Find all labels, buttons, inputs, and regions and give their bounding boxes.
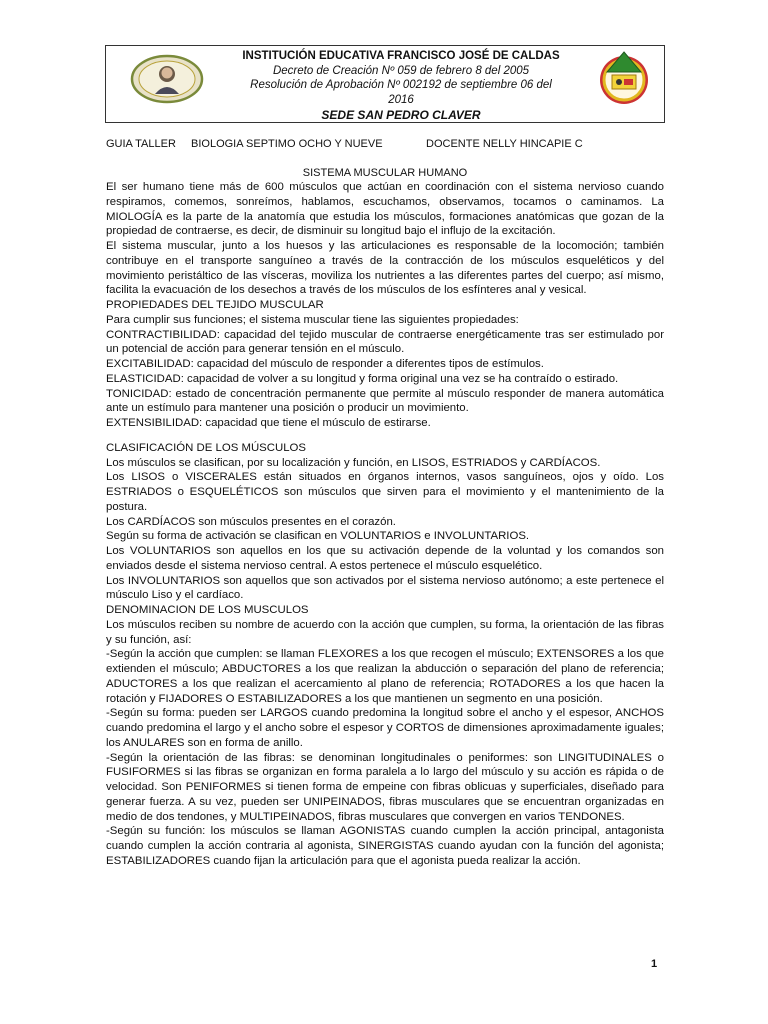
- section-heading: DENOMINACION DE LOS MUSCULOS: [106, 604, 309, 616]
- page-number: 1: [651, 958, 658, 970]
- paragraph: ELASTICIDAD: capacidad de volver a su longitud y forma original una vez se ha contraído o estirado.: [106, 372, 619, 385]
- campus-name: SEDE SAN PEDRO CLAVER: [321, 108, 481, 122]
- document-title: SISTEMA MUSCULAR HUMANO: [302, 167, 468, 179]
- header-text: [236, 49, 566, 123]
- school-shield-icon: [593, 50, 655, 106]
- paragraph: Los músculos reciben su nombre de acuerdo con la acción que cumplen, su forma, la orientación de las fibras y su función, así:: [106, 618, 664, 646]
- paragraph: -Según la acción que cumplen: se llaman FLEXORES a los que recogen el músculo; EXTENSORES a los que extienden el músculo; ABDUCTORES a los que realizan la abducción o separación del plano de referencia; ADUCTORES a los que realizan el acercamiento al plano de referencia; ROTADORES a los que hacen la rotación y FIJADORES O ESTABILIZADORES a los que mantienen un segmento en una posición.: [106, 648, 664, 705]
- guide-subject: BIOLOGIA SEPTIMO OCHO Y NUEVE: [191, 138, 383, 150]
- paragraph: CONTRACTIBILIDAD: capacidad del tejido muscular de contraerse energéticamente tras ser estimulado por un potencial de acción para generar tensión en el músculo.: [106, 328, 664, 356]
- paragraph: -Según su forma: pueden ser LARGOS cuando predomina la longitud sobre el ancho y el espesor, ANCHOS cuando predomina el largo y el ancho sobre el espesor y CORTOS de dimensiones aproximadamente iguales; los ANULARES son en forma de anillo.: [106, 707, 664, 749]
- paragraph: Para cumplir sus funciones; el sistema muscular tiene las siguientes propiedades:: [106, 313, 519, 326]
- guide-teacher: DOCENTE NELLY HINCAPIE C: [426, 138, 583, 150]
- body-text: [106, 180, 664, 869]
- creation-decree: Decreto de Creación Nº 059 de febrero 8 del 2005: [272, 64, 530, 77]
- spacer: [106, 431, 664, 441]
- paragraph: Los INVOLUNTARIOS son aquellos que son activados por el sistema nervioso autónomo; a este pertenece el músculo Liso y el cardíaco.: [106, 574, 664, 602]
- paragraph: Los CARDÍACOS son músculos presentes en el corazón.: [106, 515, 396, 528]
- paragraph: Los músculos se clasifican, por su localización y función, en LISOS, ESTRIADOS y CARDÍACOS.: [106, 456, 601, 469]
- paragraph: El ser humano tiene más de 600 músculos que actúan en coordinación con el sistema nervioso cuando respiramos, comemos, sonreímos, hablamos, escuchamos, observamos, tocamos o caminamos. La MIOLOGÍA es la parte de la anatomía que estudia los músculos, formaciones anatómicas que gozan de la propiedad de contraerse, es decir, de disminuir su longitud bajo el influjo de la excitación.: [106, 181, 664, 238]
- paragraph: Los VOLUNTARIOS son aquellos en los que su activación depende de la voluntad y los comandos son enviados desde el sistema nervioso central. A estos pertenece el músculo esquelético.: [106, 545, 664, 572]
- approval-resolution: Resolución de Aprobación Nº 002192 de septiembre 06 del 2016: [250, 79, 552, 106]
- section-heading: PROPIEDADES DEL TEJIDO MUSCULAR: [106, 299, 324, 311]
- paragraph: -Según su función: los músculos se llaman AGONISTAS cuando cumplen la acción principal, antagonista cuando cumplen la acción contraria al agonista, SINERGISTAS cuando ayudan con la función del agonista; ESTABILIZADORES cuando fijan la articulación para que el agonista pueda realizar la acción.: [106, 825, 664, 867]
- paragraph: -Según la orientación de las fibras: se denominan longitudinales o peniformes: son LINGITUDINALES o FUSIFORMES si las fibras se organizan en forma paralela a lo largo del músculo y su acción es rápida o de velocidad. Son PENIFORMES si tienen forma de empeine con fibras oblicuas y superficiales, diseñado para generar fuerza. A su vez, pueden ser UNIPEINADOS, fibras musculares que se encuentran organizadas en medio de dos tendones, y MULTIPEINADOS, fibras musculares que convergen en varios TENDONES.: [106, 751, 664, 823]
- paragraph: Los LISOS o VISCERALES están situados en órganos internos, vasos sanguíneos, ojos y oído. Los ESTRIADOS o ESQUELÉTICOS son músculos que sirven para el movimiento y el mantenimiento de la postura.: [106, 471, 664, 513]
- school-crest-icon: [130, 54, 204, 104]
- section-heading: CLASIFICACIÓN DE LOS MÚSCULOS: [106, 441, 307, 454]
- paragraph: EXTENSIBILIDAD: capacidad que tiene el músculo de estirarse.: [106, 417, 431, 429]
- paragraph: Según su forma de activación se clasifican en VOLUNTARIOS e INVOLUNTARIOS.: [106, 530, 530, 543]
- institution-name: INSTITUCIÓN EDUCATIVA FRANCISCO JOSÉ DE CALDAS: [242, 50, 560, 62]
- paragraph: El sistema muscular, junto a los huesos y las articulaciones es responsable de la locomoción; también contribuye en el transporte sanguíneo a través de la contracción de los músculos esqueléticos y del movimiento peristáltico de las vísceras, moviliza los nutrientes a las diferentes partes del cuerpo; así mismo, facilita la evacuación de los desechos a través de los músculos de los esfínteres anal y vesical.: [106, 240, 664, 297]
- paragraph: TONICIDAD: estado de concentración permanente que permite al músculo responder de manera automática ante un estímulo para mantener una posición o producir un movimiento.: [106, 387, 664, 415]
- guide-label: GUIA TALLER: [106, 138, 176, 150]
- paragraph: EXCITABILIDAD: capacidad del músculo de responder a diferentes tipos de estímulos.: [106, 358, 544, 370]
